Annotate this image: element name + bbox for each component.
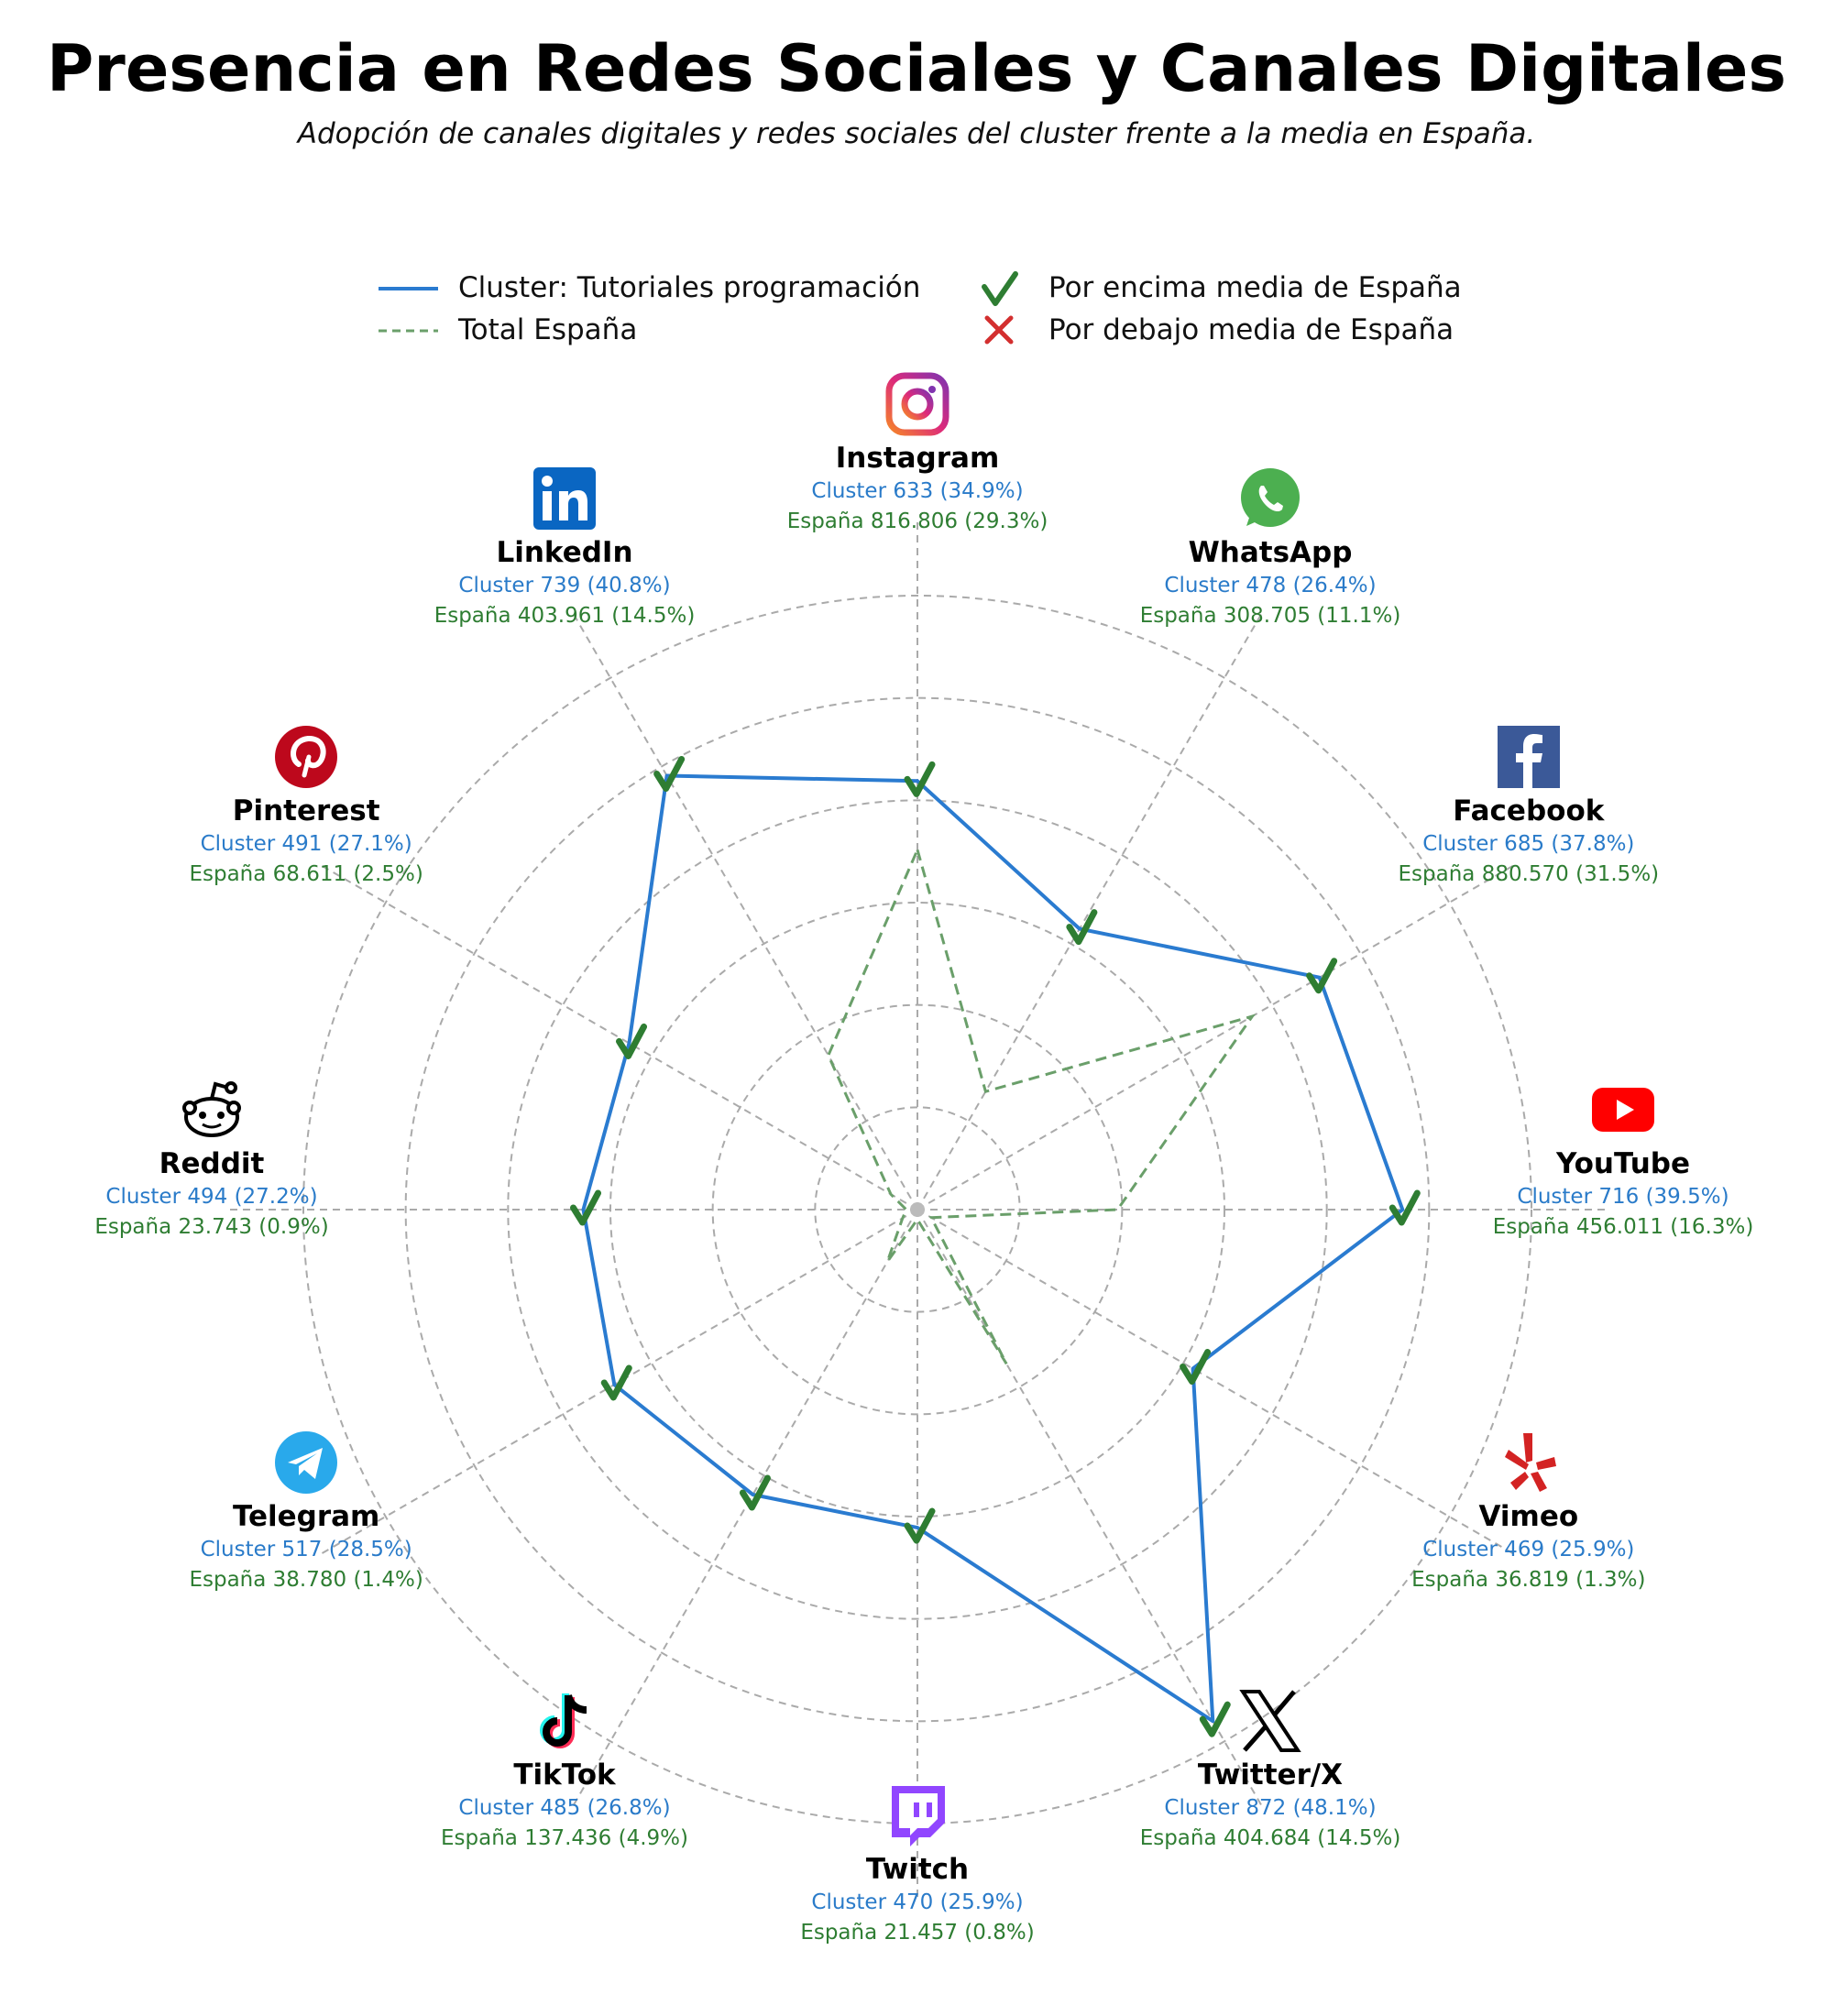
axis-label-x (1105, 1757, 1435, 1854)
axis-label-reddit (47, 1145, 377, 1243)
center-dot (910, 1202, 925, 1217)
cluster-value-label: Cluster 633 (34.9%) (811, 479, 1024, 503)
legend-spain-label: Total España (458, 313, 638, 346)
cluster-value-label: Cluster 685 (37.8%) (1422, 832, 1635, 856)
spoke-x (917, 1210, 1261, 1805)
yelp-icon (1496, 1430, 1562, 1496)
telegram-icon (273, 1430, 339, 1496)
twitch-icon (884, 1782, 950, 1848)
legend-above-label: Por encima media de España (1048, 271, 1462, 304)
cluster-value-label: Cluster 739 (40.8%) (458, 574, 671, 598)
youtube-icon (1590, 1077, 1656, 1143)
chart-title: Presencia en Redes Sociales y Canales Digitales (47, 31, 1786, 106)
spain-value-label: España 137.436 (4.9%) (441, 1825, 688, 1850)
axis-label-pinterest (141, 793, 471, 890)
check-icon (1202, 1704, 1227, 1734)
spain-value-label: España 404.684 (14.5%) (1139, 1825, 1401, 1850)
cluster-value-label: Cluster 478 (26.4%) (1164, 574, 1377, 598)
category-name: Twitter/X (1197, 1758, 1344, 1791)
axis-label-instagram (752, 440, 1082, 537)
spain-value-label: España 21.457 (0.8%) (800, 1921, 1035, 1945)
check-icon (742, 1478, 767, 1507)
cluster-value-label: Cluster 716 (39.5%) (1517, 1185, 1729, 1209)
x-icon (1237, 1688, 1303, 1754)
axis-label-whatsapp (1105, 534, 1435, 631)
spain-value-label: España 403.961 (14.5%) (434, 604, 696, 629)
series-cluster-line (584, 776, 1403, 1722)
category-name: Twitch (865, 1853, 970, 1886)
spain-value-label: España 38.780 (1.4%) (189, 1568, 423, 1592)
cluster-value-label: Cluster 517 (28.5%) (200, 1538, 412, 1561)
spain-value-label: España 816.806 (29.3%) (786, 509, 1048, 533)
spain-value-label: España 36.819 (1.3%) (1411, 1568, 1646, 1592)
category-name: Pinterest (232, 794, 380, 827)
instagram-icon (884, 371, 950, 437)
legend-cluster-label: Cluster: Tutoriales programación (458, 271, 921, 304)
category-name: WhatsApp (1188, 536, 1353, 570)
spoke-tiktok (574, 1210, 917, 1805)
category-name: Facebook (1453, 794, 1605, 827)
category-name: YouTube (1556, 1147, 1690, 1180)
cluster-value-label: Cluster 872 (48.1%) (1164, 1795, 1377, 1820)
axis-label-telegram (141, 1498, 471, 1595)
spain-value-label: España 456.011 (16.3%) (1492, 1215, 1754, 1239)
axis-label-youtube (1458, 1145, 1788, 1243)
axis-label-tiktok (400, 1757, 730, 1854)
category-name: Vimeo (1478, 1500, 1579, 1533)
spain-value-label: España 68.611 (2.5%) (189, 862, 423, 886)
axis-label-yelp (1364, 1498, 1694, 1595)
tiktok-icon (532, 1688, 598, 1754)
cluster-value-label: Cluster 485 (26.8%) (458, 1795, 671, 1820)
spain-value-label: España 880.570 (31.5%) (1398, 862, 1660, 886)
check-icon (1392, 1193, 1417, 1222)
category-name: Reddit (159, 1147, 265, 1180)
check-icon (1070, 913, 1094, 942)
category-name: Instagram (835, 442, 1000, 475)
spoke-facebook (917, 866, 1513, 1210)
series-spain-line (829, 849, 1253, 1364)
spoke-whatsapp (917, 614, 1261, 1210)
cluster-value-label: Cluster 494 (27.2%) (105, 1185, 318, 1209)
linkedin-icon (532, 466, 598, 531)
cluster-value-label: Cluster 470 (25.9%) (811, 1890, 1024, 1914)
whatsapp-icon (1237, 466, 1303, 531)
axis-label-twitch (752, 1851, 1082, 1948)
axis-label-facebook (1364, 793, 1694, 890)
reddit-icon (179, 1077, 245, 1143)
pinterest-icon (273, 724, 339, 790)
spoke-linkedin (574, 614, 917, 1210)
spoke-pinterest (322, 866, 917, 1210)
cluster-value-label: Cluster 491 (27.1%) (200, 832, 412, 856)
category-name: TikTok (513, 1758, 616, 1791)
facebook-icon (1496, 724, 1562, 790)
spain-value-label: España 308.705 (11.1%) (1139, 604, 1401, 629)
category-name: Telegram (232, 1500, 380, 1533)
legend-below-label: Por debajo media de España (1048, 313, 1454, 346)
axis-label-linkedin (400, 534, 730, 631)
chart-subtitle: Adopción de canales digitales y redes sociales del cluster frente a la media en España. (297, 117, 1536, 150)
cluster-value-label: Cluster 469 (25.9%) (1422, 1538, 1635, 1561)
category-name: LinkedIn (496, 536, 633, 570)
spain-value-label: España 23.743 (0.9%) (94, 1215, 329, 1239)
